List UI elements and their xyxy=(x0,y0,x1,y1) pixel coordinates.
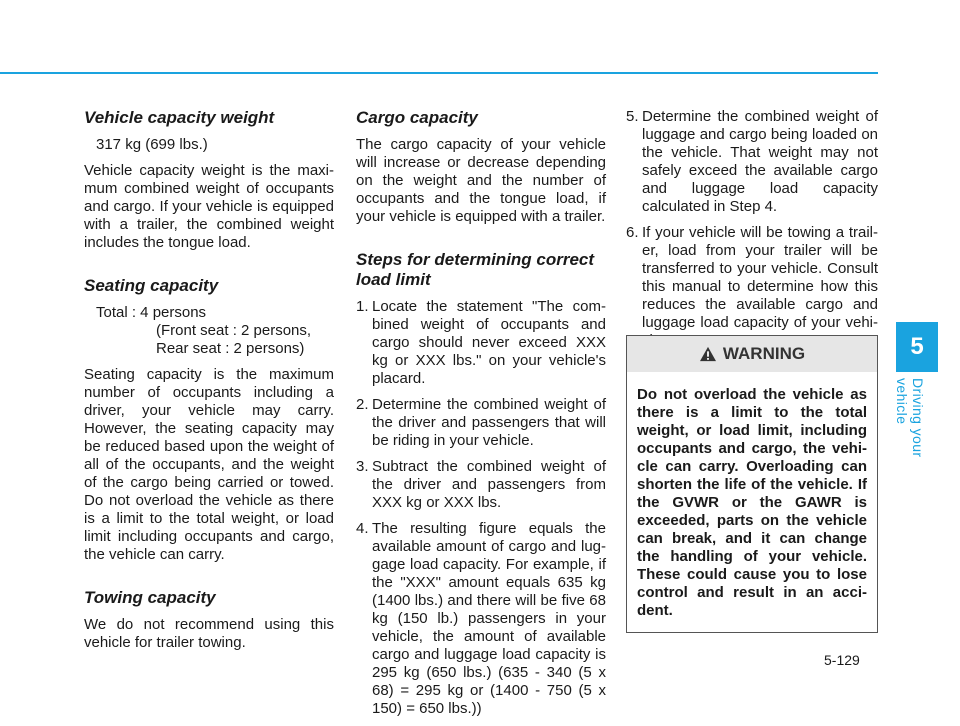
list-item: 1. Locate the statement "The com-bined weight of occupants and cargo should never exceed XXX kg or XXX lbs." on your vehicle's placard. xyxy=(356,298,606,387)
seating-capacity-heading: Seating capacity xyxy=(84,276,219,295)
list-item: 5. Determine the combined weight of luggage and cargo being loaded on the vehicle. That weight may not safely exceed the available cargo and luggage load capacity calculated in Step 4. xyxy=(626,108,878,215)
list-item: 3. Subtract the combined weight of the driver and passengers from XXX kg or XXX lbs. xyxy=(356,458,606,511)
vehicle-capacity-value: 317 kg (699 lbs.) xyxy=(96,136,208,153)
cargo-capacity-heading: Cargo capacity xyxy=(356,108,478,127)
steps-heading: Steps for determining correct load limit xyxy=(356,250,595,289)
column-right xyxy=(626,108,878,358)
top-rule xyxy=(0,72,878,74)
cargo-capacity-text: The cargo capacity of your vehicle will increase or decrease depending on the weight and the number of occupants and the tongue load, if your vehicle is equipped with a trailer. xyxy=(356,136,606,225)
steps-list-continued xyxy=(626,108,878,350)
chapter-title: Driving your vehicle xyxy=(894,378,926,458)
column-middle xyxy=(356,108,606,726)
seating-front: (Front seat : 2 persons, xyxy=(156,322,312,339)
warning-text: Do not overload the vehicle as there is a limit to the total weight, or load limit, including occupants and cargo, the vehi-cle can carry. Overloading can shorten the life of the vehicle. If the GVWR or the GAWR is exceeded, parts on the vehicle can break, and it can change the handling of your vehicle. These could cause you to lose control and result in an acci-dent. xyxy=(637,386,867,619)
seating-total: Total : 4 persons xyxy=(96,304,207,321)
chapter-tab: 5 xyxy=(896,322,938,372)
vehicle-capacity-heading: Vehicle capacity weight xyxy=(84,108,275,127)
seating-rear: Rear seat : 2 persons) xyxy=(156,340,305,357)
list-item: 4. The resulting figure equals the available amount of cargo and lug-gage load capacity. For example, if the "XXX" amount equals 635 kg (1400 lbs.) and there will be five 68 kg (150 lb.) passengers in your vehicle, the amount of available cargo and luggage load capacity is 295 kg (650 lbs.) (635 - 340 (5 x 68) = 295 kg or (1400 - 750 (5 x 150) = 650 lbs.)) xyxy=(356,520,606,717)
steps-list xyxy=(356,298,606,718)
vehicle-capacity-text: Vehicle capacity weight is the maxi-mum combined weight of occupants and cargo. If your vehicle is equipped with a trailer, the combined weight includes the tongue load. xyxy=(84,162,334,251)
warning-box xyxy=(626,335,878,633)
warning-triangle-icon xyxy=(699,346,717,362)
page-number: 5-129 xyxy=(824,652,860,668)
list-item: 2. Determine the combined weight of the driver and passengers that will be riding in your vehicle. xyxy=(356,396,606,449)
towing-capacity-text: We do not recommend using this vehicle for trailer towing. xyxy=(84,616,334,651)
warning-title: WARNING xyxy=(722,344,806,363)
column-left xyxy=(84,108,334,660)
seating-capacity-values xyxy=(84,304,334,358)
warning-header xyxy=(627,336,877,372)
list-item: 6. If your vehicle will be towing a trail-er, load from your trailer will be transferred to your vehicle. Consult this manual to determine how this reduces the available cargo and luggage load capacity of your vehi- xyxy=(626,224,878,331)
towing-capacity-heading: Towing capacity xyxy=(84,588,216,607)
seating-capacity-text: Seating capacity is the maximum number of occupants including a driver, your vehicle may carry. However, the seating capacity may be reduced based upon the weight of all of the occupants, and the weight of the cargo being carried or towed. Do not overload the vehicle as there is a limit to the total weight, or load limit including occupants and cargo, the vehicle can carry. xyxy=(84,366,334,563)
